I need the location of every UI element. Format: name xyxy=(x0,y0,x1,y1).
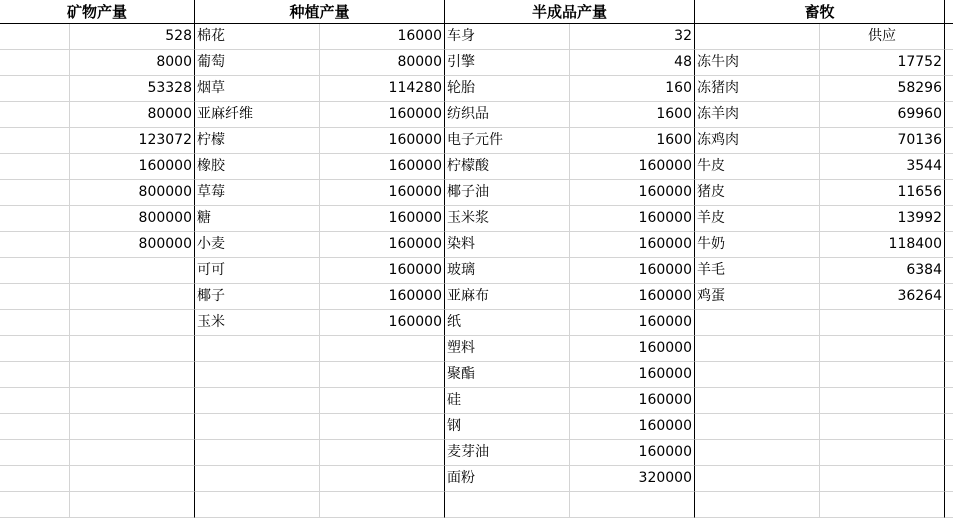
cell[interactable] xyxy=(820,310,945,336)
cell[interactable] xyxy=(320,336,445,362)
planting-name[interactable]: 可可 xyxy=(195,258,320,284)
semi-name[interactable]: 纸 xyxy=(445,310,570,336)
cell-edge[interactable] xyxy=(945,102,953,128)
livestock-name[interactable]: 鸡蛋 xyxy=(695,284,820,310)
cell[interactable] xyxy=(0,440,70,466)
planting-name[interactable]: 葡萄 xyxy=(195,50,320,76)
semi-value[interactable]: 320000 xyxy=(570,466,695,492)
semi-value[interactable]: 160000 xyxy=(570,284,695,310)
semi-value[interactable]: 160000 xyxy=(570,180,695,206)
planting-name[interactable]: 糖 xyxy=(195,206,320,232)
planting-value[interactable]: 160000 xyxy=(320,102,445,128)
semi-value[interactable]: 160000 xyxy=(570,336,695,362)
semi-name[interactable]: 椰子油 xyxy=(445,180,570,206)
cell[interactable] xyxy=(445,492,570,518)
mineral-value[interactable]: 53328 xyxy=(70,76,195,102)
semi-value[interactable]: 160000 xyxy=(570,440,695,466)
cell[interactable] xyxy=(820,440,945,466)
cell-edge[interactable] xyxy=(945,180,953,206)
planting-name[interactable]: 草莓 xyxy=(195,180,320,206)
cell-edge[interactable] xyxy=(945,232,953,258)
cell-edge[interactable] xyxy=(945,24,953,50)
cell-edge[interactable] xyxy=(945,128,953,154)
cell[interactable] xyxy=(70,310,195,336)
cell[interactable] xyxy=(195,440,320,466)
cell[interactable] xyxy=(70,362,195,388)
cell[interactable] xyxy=(0,258,70,284)
cell[interactable] xyxy=(70,466,195,492)
cell[interactable] xyxy=(320,466,445,492)
semi-name[interactable]: 聚酯 xyxy=(445,362,570,388)
cell[interactable] xyxy=(0,154,70,180)
cell[interactable] xyxy=(0,466,70,492)
planting-name[interactable]: 小麦 xyxy=(195,232,320,258)
cell[interactable] xyxy=(695,388,820,414)
cell[interactable] xyxy=(195,362,320,388)
cell[interactable] xyxy=(70,388,195,414)
livestock-value[interactable]: 3544 xyxy=(820,154,945,180)
semi-name[interactable]: 玉米浆 xyxy=(445,206,570,232)
livestock-name[interactable]: 牛奶 xyxy=(695,232,820,258)
cell[interactable] xyxy=(0,180,70,206)
cell[interactable] xyxy=(0,232,70,258)
livestock-value[interactable]: 13992 xyxy=(820,206,945,232)
cell-edge[interactable] xyxy=(945,466,953,492)
semi-name[interactable]: 玻璃 xyxy=(445,258,570,284)
cell[interactable] xyxy=(320,388,445,414)
cell[interactable] xyxy=(70,258,195,284)
cell[interactable] xyxy=(320,492,445,518)
planting-name[interactable]: 橡胶 xyxy=(195,154,320,180)
mineral-value[interactable]: 80000 xyxy=(70,102,195,128)
cell[interactable] xyxy=(695,310,820,336)
semi-value[interactable]: 160000 xyxy=(570,388,695,414)
cell-edge[interactable] xyxy=(945,310,953,336)
livestock-name[interactable]: 冻牛肉 xyxy=(695,50,820,76)
mineral-value[interactable]: 800000 xyxy=(70,206,195,232)
cell[interactable] xyxy=(820,466,945,492)
semi-value[interactable]: 1600 xyxy=(570,128,695,154)
cell[interactable] xyxy=(0,310,70,336)
cell[interactable] xyxy=(695,414,820,440)
cell[interactable] xyxy=(820,362,945,388)
planting-name[interactable]: 玉米 xyxy=(195,310,320,336)
mineral-value[interactable]: 123072 xyxy=(70,128,195,154)
semi-name[interactable]: 麦芽油 xyxy=(445,440,570,466)
semi-name[interactable]: 电子元件 xyxy=(445,128,570,154)
planting-name[interactable]: 棉花 xyxy=(195,24,320,50)
planting-name[interactable]: 柠檬 xyxy=(195,128,320,154)
cell[interactable] xyxy=(320,440,445,466)
planting-value[interactable]: 160000 xyxy=(320,154,445,180)
semi-name[interactable]: 车身 xyxy=(445,24,570,50)
semi-value[interactable]: 160000 xyxy=(570,362,695,388)
semi-name[interactable]: 染料 xyxy=(445,232,570,258)
livestock-name[interactable]: 冻猪肉 xyxy=(695,76,820,102)
semi-value[interactable]: 160 xyxy=(570,76,695,102)
semi-name[interactable]: 面粉 xyxy=(445,466,570,492)
semi-value[interactable]: 1600 xyxy=(570,102,695,128)
semi-name[interactable]: 塑料 xyxy=(445,336,570,362)
livestock-name[interactable]: 羊皮 xyxy=(695,206,820,232)
semi-name[interactable]: 纺织品 xyxy=(445,102,570,128)
semi-value[interactable]: 160000 xyxy=(570,258,695,284)
cell[interactable] xyxy=(0,24,70,50)
cell[interactable] xyxy=(695,492,820,518)
cell-edge[interactable] xyxy=(945,440,953,466)
cell[interactable] xyxy=(0,206,70,232)
cell[interactable] xyxy=(695,362,820,388)
semi-value[interactable]: 160000 xyxy=(570,310,695,336)
cell[interactable] xyxy=(320,362,445,388)
cell[interactable] xyxy=(70,336,195,362)
cell[interactable] xyxy=(70,440,195,466)
cell-edge[interactable] xyxy=(945,50,953,76)
livestock-name[interactable]: 冻鸡肉 xyxy=(695,128,820,154)
planting-value[interactable]: 160000 xyxy=(320,128,445,154)
cell-edge[interactable] xyxy=(945,284,953,310)
planting-value[interactable]: 114280 xyxy=(320,76,445,102)
cell[interactable] xyxy=(70,492,195,518)
cell[interactable] xyxy=(195,414,320,440)
mineral-value[interactable]: 8000 xyxy=(70,50,195,76)
cell[interactable] xyxy=(695,466,820,492)
cell[interactable] xyxy=(195,492,320,518)
cell-edge[interactable] xyxy=(945,492,953,518)
cell[interactable] xyxy=(70,414,195,440)
header-livestock: 畜牧 xyxy=(695,0,945,24)
cell-edge[interactable] xyxy=(945,362,953,388)
livestock-name[interactable]: 猪皮 xyxy=(695,180,820,206)
mineral-value[interactable]: 528 xyxy=(70,24,195,50)
planting-value[interactable]: 160000 xyxy=(320,232,445,258)
planting-name[interactable]: 椰子 xyxy=(195,284,320,310)
livestock-value[interactable]: 11656 xyxy=(820,180,945,206)
cell[interactable] xyxy=(695,440,820,466)
cell[interactable] xyxy=(0,50,70,76)
cell-edge[interactable] xyxy=(945,388,953,414)
cell[interactable] xyxy=(195,388,320,414)
livestock-name[interactable]: 羊毛 xyxy=(695,258,820,284)
cell[interactable] xyxy=(195,336,320,362)
cell-edge[interactable] xyxy=(945,336,953,362)
livestock-value[interactable]: 36264 xyxy=(820,284,945,310)
planting-value[interactable]: 16000 xyxy=(320,24,445,50)
header-planting: 种植产量 xyxy=(195,0,445,24)
cell[interactable] xyxy=(0,336,70,362)
cell[interactable] xyxy=(820,336,945,362)
livestock-name[interactable]: 冻羊肉 xyxy=(695,102,820,128)
cell[interactable] xyxy=(0,388,70,414)
planting-name[interactable]: 亚麻纤维 xyxy=(195,102,320,128)
semi-name[interactable]: 轮胎 xyxy=(445,76,570,102)
mineral-value[interactable]: 800000 xyxy=(70,180,195,206)
cell[interactable] xyxy=(0,492,70,518)
livestock-value[interactable]: 6384 xyxy=(820,258,945,284)
cell[interactable] xyxy=(820,388,945,414)
semi-name[interactable]: 钢 xyxy=(445,414,570,440)
cell-edge[interactable] xyxy=(945,414,953,440)
cell-edge[interactable] xyxy=(945,154,953,180)
semi-name[interactable]: 柠檬酸 xyxy=(445,154,570,180)
semi-value[interactable]: 160000 xyxy=(570,414,695,440)
cell[interactable] xyxy=(0,102,70,128)
livestock-value[interactable]: 58296 xyxy=(820,76,945,102)
cell[interactable] xyxy=(195,466,320,492)
livestock-value[interactable]: 118400 xyxy=(820,232,945,258)
mineral-value[interactable]: 160000 xyxy=(70,154,195,180)
header-semi: 半成品产量 xyxy=(445,0,695,24)
cell-edge[interactable] xyxy=(945,76,953,102)
header-mineral: 矿物产量 xyxy=(0,0,195,24)
planting-value[interactable]: 160000 xyxy=(320,258,445,284)
cell[interactable] xyxy=(70,284,195,310)
cell[interactable] xyxy=(0,284,70,310)
cell-edge[interactable] xyxy=(945,206,953,232)
cell-edge[interactable] xyxy=(945,258,953,284)
livestock-supply-label[interactable]: 供应 xyxy=(820,24,945,50)
cell[interactable] xyxy=(320,414,445,440)
planting-name[interactable]: 烟草 xyxy=(195,76,320,102)
livestock-value[interactable]: 17752 xyxy=(820,50,945,76)
livestock-value[interactable]: 70136 xyxy=(820,128,945,154)
semi-value[interactable]: 160000 xyxy=(570,232,695,258)
planting-value[interactable]: 160000 xyxy=(320,284,445,310)
semi-value[interactable]: 48 xyxy=(570,50,695,76)
cell[interactable] xyxy=(0,128,70,154)
livestock-value[interactable]: 69960 xyxy=(820,102,945,128)
cell[interactable] xyxy=(570,492,695,518)
semi-name[interactable]: 硅 xyxy=(445,388,570,414)
cell[interactable] xyxy=(695,336,820,362)
cell[interactable] xyxy=(0,414,70,440)
cell[interactable] xyxy=(0,362,70,388)
semi-value[interactable]: 32 xyxy=(570,24,695,50)
planting-value[interactable]: 160000 xyxy=(320,180,445,206)
semi-value[interactable]: 160000 xyxy=(570,206,695,232)
header-filler xyxy=(945,0,953,24)
planting-value[interactable]: 160000 xyxy=(320,310,445,336)
cell[interactable] xyxy=(695,24,820,50)
semi-name[interactable]: 亚麻布 xyxy=(445,284,570,310)
semi-value[interactable]: 160000 xyxy=(570,154,695,180)
semi-name[interactable]: 引擎 xyxy=(445,50,570,76)
planting-value[interactable]: 80000 xyxy=(320,50,445,76)
planting-value[interactable]: 160000 xyxy=(320,206,445,232)
mineral-value[interactable]: 800000 xyxy=(70,232,195,258)
livestock-name[interactable]: 牛皮 xyxy=(695,154,820,180)
cell[interactable] xyxy=(820,492,945,518)
cell[interactable] xyxy=(820,414,945,440)
cell[interactable] xyxy=(0,76,70,102)
